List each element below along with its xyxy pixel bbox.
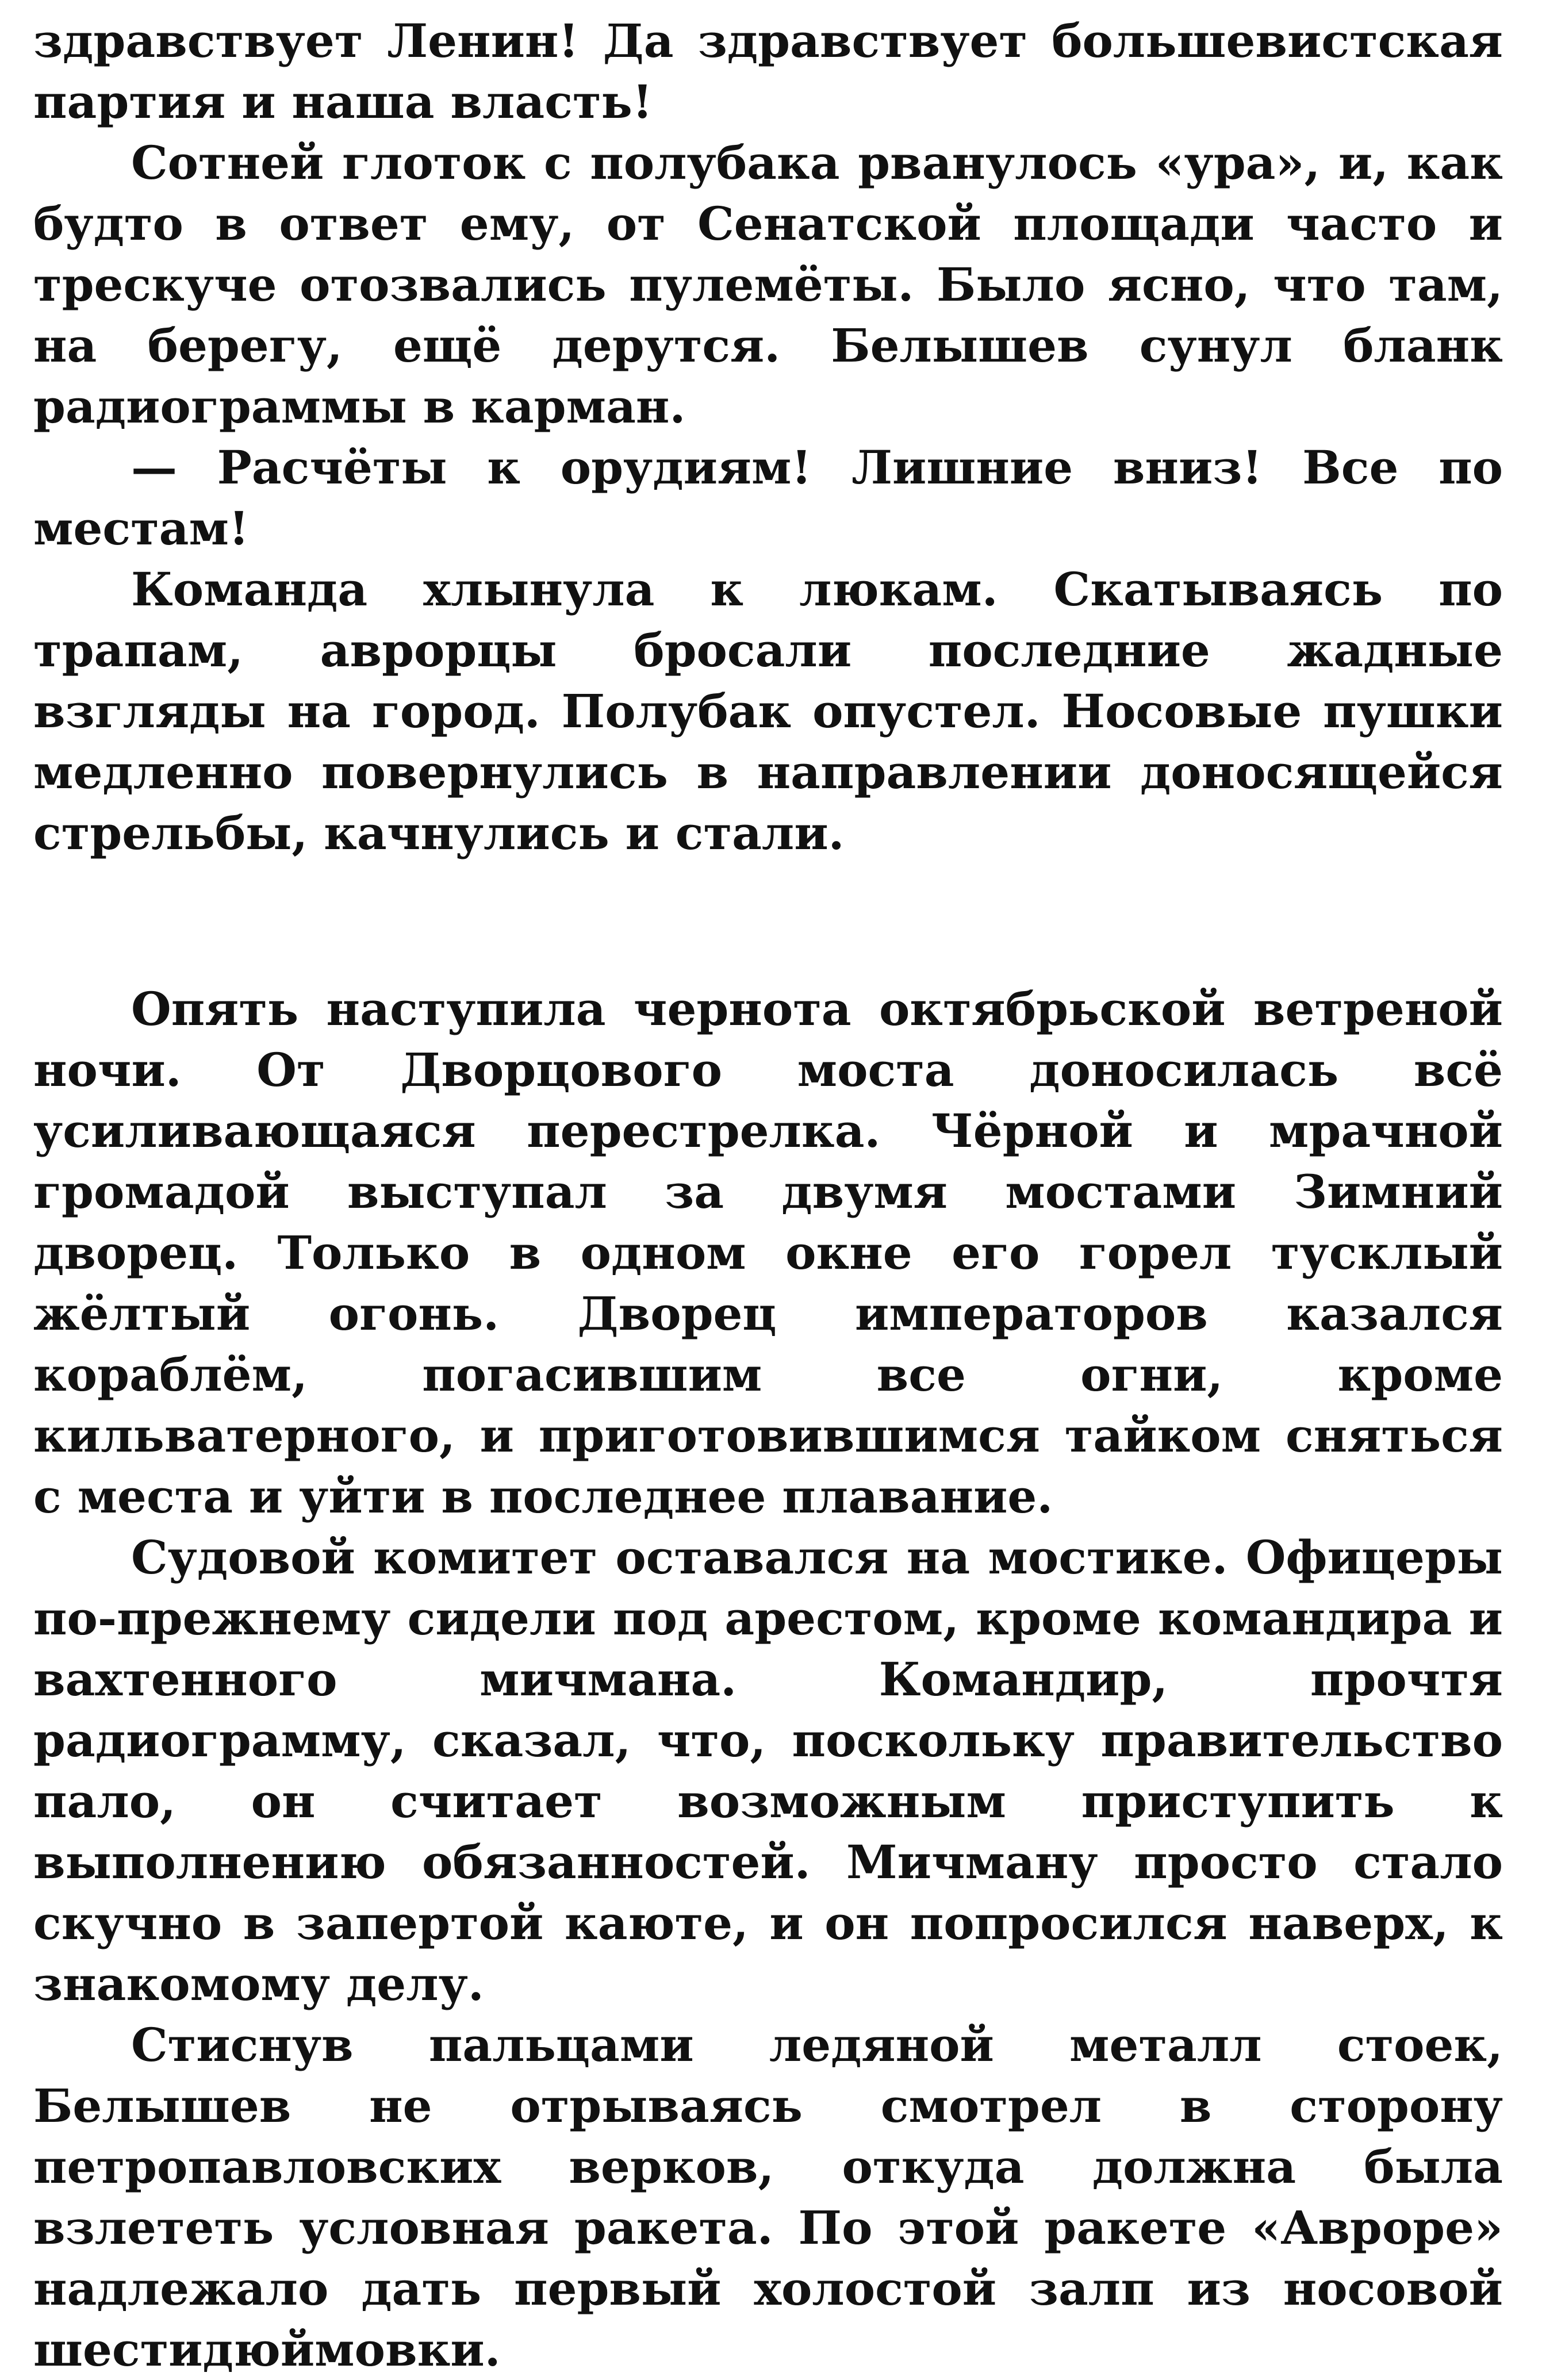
- section-break: [33, 863, 1503, 978]
- paragraph: Сотней глоток с полубака рванулось «ура», и, как будто в ответ ему, от Сенатской площади часто и трескуче отозвались пулемёты. Было ясно, что там, на берегу, ещё дерутся. Белышев сунул бланк радиограммы в карман.: [33, 136, 1503, 433]
- paragraph-continued: здравствует Ленин! Да здравствует большевистская партия и наша власть!: [33, 14, 1503, 129]
- paragraph-dialogue: — Расчёты к орудиям! Лишние вниз! Все по местам!: [33, 440, 1503, 555]
- paragraph: Команда хлынула к люкам. Скатываясь по трапам, аврорцы бросали последние жадные взгляды на город. Полубак опустел. Носовые пушки медленно повернулись в направлении доносящейся стрельбы, качнулись и стали.: [33, 562, 1503, 860]
- paragraph: Стиснув пальцами ледяной металл стоек, Белышев не отрываясь смотрел в сторону петропавловских верков, откуда должна была взлететь условная ракета. По этой ракете «Авроре» надлежало дать первый холостой залп из носовой шестидюймовки.: [33, 2018, 1503, 2377]
- paragraph: Опять наступила чернота октябрьской ветреной ночи. От Дворцового моста доносилась всё усиливающаяся перестрелка. Чёрной и мрачной громадой выступал за двумя мостами Зимний дворец. Только в одном окне его горел тусклый жёлтый огонь. Дворец императоров казался кораблём, погасившим все огни, кроме кильватерного, и приготовившимся тайком сняться с места и уйти в последнее плавание.: [33, 982, 1503, 1523]
- book-page: [33, 10, 1503, 2380]
- paragraph: Судовой комитет оставался на мостике. Офицеры по-прежнему сидели под арестом, кроме командира и вахтенного мичмана. Командир, прочтя радиограмму, сказал, что, поскольку правительство пало, он считает возможным приступить к выполнению обязанностей. Мичману просто стало скучно в запертой каюте, и он попросился наверх, к знакомому делу.: [33, 1530, 1503, 2011]
